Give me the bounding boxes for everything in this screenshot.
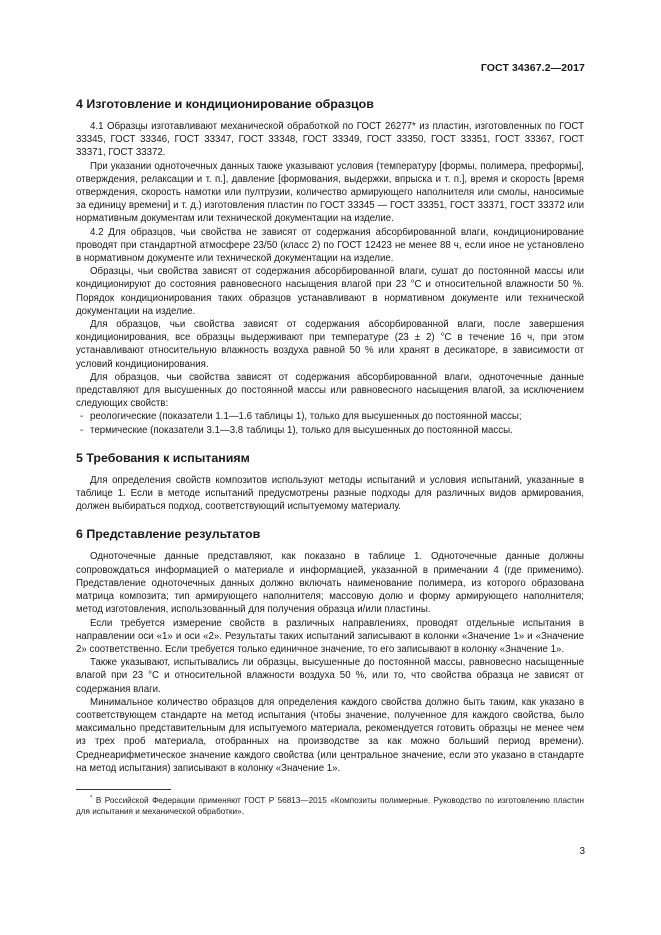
section-4-paragraph-3: 4.2 Для образцов, чьи свойства не зависят от содержания абсорбированной влаги, кондиционирование проводят при стандартной атмосфере 23/50 (класс 2) по ГОСТ 12423 не менее 88 ч, если иное не установлено в нормативном документе или технической документации на изделие.: [76, 226, 584, 265]
section-4: [76, 96, 584, 437]
page-number: 3: [579, 846, 585, 857]
section-5-title: 5 Требования к испытаниям: [76, 450, 250, 465]
page-content: [76, 96, 584, 775]
section-4-title: 4 Изготовление и кондиционирование образцов: [76, 97, 374, 111]
section-4-paragraph-4: Образцы, чьи свойства зависят от содержания абсорбированной влаги, сушат до постоянной массы или кондиционируют до состояния равновесного насыщения влагой при 23 °С и относительной влажности 50 %. Порядок кондиционирования таких образцов устанавливают в нормативном документе или технической документации на изделие.: [76, 266, 584, 317]
section-5-paragraph-1: Для определения свойств композитов используют методы испытаний и условия испытаний, указанные в таблице 1. Если в методе испытаний предусмотрены разные подходы для различных видов армирования, должен выбираться подход, соответствующий испытуемому материалу.: [76, 474, 584, 513]
footnote-text: В Российской Федерации применяют ГОСТ Р 56813—2015 «Композиты полимерные. Руководство по изготовлению пластин для испытания и механической обработки».: [76, 796, 584, 816]
list-item: - термические (показатели 3.1—3.8 таблицы 1), только для высушенных до постоянной массы.: [76, 424, 584, 437]
section-5: [76, 450, 584, 514]
exceptions-list: [76, 410, 584, 436]
document-code: ГОСТ 34367.2—2017: [480, 62, 585, 74]
section-6-paragraph-1: Одноточечные данные представляют, как показано в таблице 1. Одноточечные данные должны сопровождаться информацией о материале и информацией, указанной в примечании 4 (где применимо). Представление одноточечных данных должно включать наименование полимера, из которого образована матрица композита; тип армирующего наполнителя; массовую долю и форму армирующего наполнителя; метод изготовления, использованный для получения образца и/или пластины.: [76, 551, 584, 616]
section-6-title: 6 Представление результатов: [76, 527, 261, 542]
section-6-paragraph-3: Также указывают, испытывались ли образцы, высушенные до постоянной массы, равновесно насыщенные влагой при 23 °С и относительной влажности воздуха 50 %, или то, что свойства образца не зависят от содержания влаги.: [76, 657, 584, 695]
footnote-mark: *: [90, 795, 93, 802]
footnote: [76, 795, 584, 817]
list-item: - реологические (показатели 1.1—1.6 таблицы 1), только для высушенных до постоянной массы;: [76, 410, 584, 423]
section-4-paragraph-6: Для образцов, чьи свойства зависят от содержания абсорбированной влаги, одноточечные данные представляют для высушенных до постоянной массы или равновесного насыщения влагой, за исключением следующих свойств:: [76, 371, 584, 410]
section-4-paragraph-2: При указании одноточечных данных также указывают условия (температуру [формы, полимера, преформы], отверждения, релаксации и т. п.], давление [формования, выдержки, впрыска и т. п.], время и скорость [время отверждения, скорость намотки или пултрузии, количество армирующего наполнителя или смолы, наносимые за единицу времени] и т. д.) изготовления пластин по ГОСТ 33345 — ГОСТ 33351, ГОСТ 33371, ГОСТ 33372 или нормативным документам или технической документации на изделие.: [76, 160, 584, 225]
section-4-paragraph-1: 4.1 Образцы изготавливают механической обработкой по ГОСТ 26277* из пластин, изготовленных по ГОСТ 33345, ГОСТ 33346, ГОСТ 33347, ГОСТ 33348, ГОСТ 33349, ГОСТ 33350, ГОСТ 33351, ГОСТ 33367, ГОСТ 33371, ГОСТ 33372.: [76, 121, 584, 159]
section-6-paragraph-4: Минимальное количество образцов для определения каждого свойства должно быть таким, как указано в соответствующем стандарте на метод испытания (чтобы значение, полученное для каждого свойства, было максимально представительным для испытуемого материала, рекомендуется готовить образцы не менее чем из трех проб материала, отобранных на производстве за как можно больший период времени). Среднеарифметическое значение каждого свойства (или центральное значение, если это указано в стандарте на метод испытания) записывают в колонку «Значение 1».: [76, 696, 584, 774]
footnote-divider: [76, 789, 171, 790]
section-6-paragraph-2: Если требуется измерение свойств в различных направлениях, проводят отдельные испытания в направлении оси «1» и оси «2». Результаты таких испытаний записывают в колонки «Значение 1» и «Значение 2» соответственно. Если требуется только единичное значение, то его записывают в колонку «Значение 1».: [76, 617, 584, 655]
section-4-paragraph-5: Для образцов, чьи свойства зависят от содержания абсорбированной влаги, после завершения кондиционирования, все образцы выдерживают при температуре (23 ± 2) °С в течение 16 ч, при этом устанавливают относительную влажность воздуха равной 50 % или хранят в десикаторе, в зависимости от условий кондиционирования.: [76, 319, 584, 370]
section-6: [76, 526, 584, 774]
